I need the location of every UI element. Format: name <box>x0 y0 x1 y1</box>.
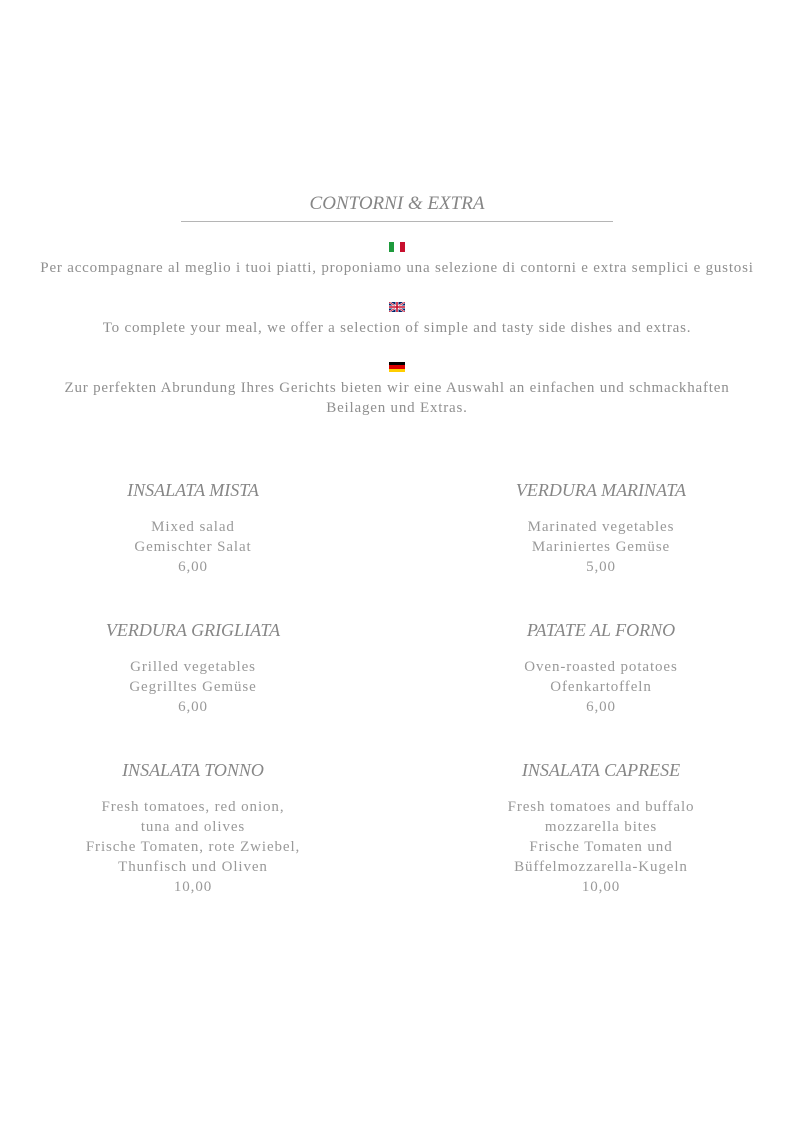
menu-item-verdura-marinata <box>421 479 781 577</box>
item-description: Grilled vegetables <box>130 659 256 675</box>
item-price: 6,00 <box>178 559 208 575</box>
item-description: Oven-roasted potatoes <box>524 659 678 675</box>
item-description: Mariniertes Gemüse <box>531 539 671 555</box>
item-description: mozzarella bites <box>544 819 658 835</box>
menu-item-insalata-tonno <box>13 759 373 897</box>
item-name: INSALATA CAPRESE <box>521 760 681 780</box>
menu-item-insalata-mista <box>13 479 373 577</box>
item-description: Gemischter Salat <box>134 539 252 555</box>
item-price: 6,00 <box>586 699 616 715</box>
item-name: VERDURA GRIGLIATA <box>105 620 281 640</box>
uk-flag-icon <box>389 302 405 312</box>
item-description: Ofenkartoffeln <box>550 679 652 695</box>
intro-english: To complete your meal, we offer a selection of simple and tasty side dishes and extras. <box>102 320 692 336</box>
item-description: Thunfisch und Oliven <box>118 859 268 875</box>
intro-german-line: Zur perfekten Abrundung Ihres Gerichts bieten wir eine Auswahl an einfachen und schmackhaften <box>64 380 730 396</box>
item-price: 10,00 <box>581 879 621 895</box>
menu-item-insalata-caprese <box>421 759 781 897</box>
intro-italian: Per accompagnare al meglio i tuoi piatti, proponiamo una selezione di contorni e extra semplici e gustosi <box>40 260 754 276</box>
intro-german-line: Beilagen und Extras. <box>326 400 468 416</box>
item-price: 5,00 <box>586 559 616 575</box>
menu-item-patate-al-forno <box>421 619 781 717</box>
item-description: Marinated vegetables <box>527 519 675 535</box>
item-description: tuna and olives <box>140 819 246 835</box>
menu-item-verdura-grigliata <box>13 619 373 717</box>
item-description: Frische Tomaten und <box>529 839 673 855</box>
item-name: PATATE AL FORNO <box>526 620 676 640</box>
title-divider <box>181 221 613 222</box>
item-description: Fresh tomatoes and buffalo <box>507 799 695 815</box>
item-price: 10,00 <box>173 879 213 895</box>
page-title: CONTORNI & EXTRA <box>309 193 485 214</box>
item-name: INSALATA TONNO <box>122 760 264 780</box>
item-description: Mixed salad <box>151 519 235 535</box>
item-description: Fresh tomatoes, red onion, <box>101 799 285 815</box>
intro-german <box>0 378 794 418</box>
item-name: INSALATA MISTA <box>127 480 259 500</box>
item-description: Gegrilltes Gemüse <box>129 679 257 695</box>
italian-flag-icon <box>389 242 405 252</box>
item-description: Büffelmozzarella-Kugeln <box>514 859 688 875</box>
item-price: 6,00 <box>178 699 208 715</box>
item-name: VERDURA MARINATA <box>515 480 687 500</box>
german-flag-icon <box>389 362 405 372</box>
item-description: Frische Tomaten, rote Zwiebel, <box>85 839 301 855</box>
